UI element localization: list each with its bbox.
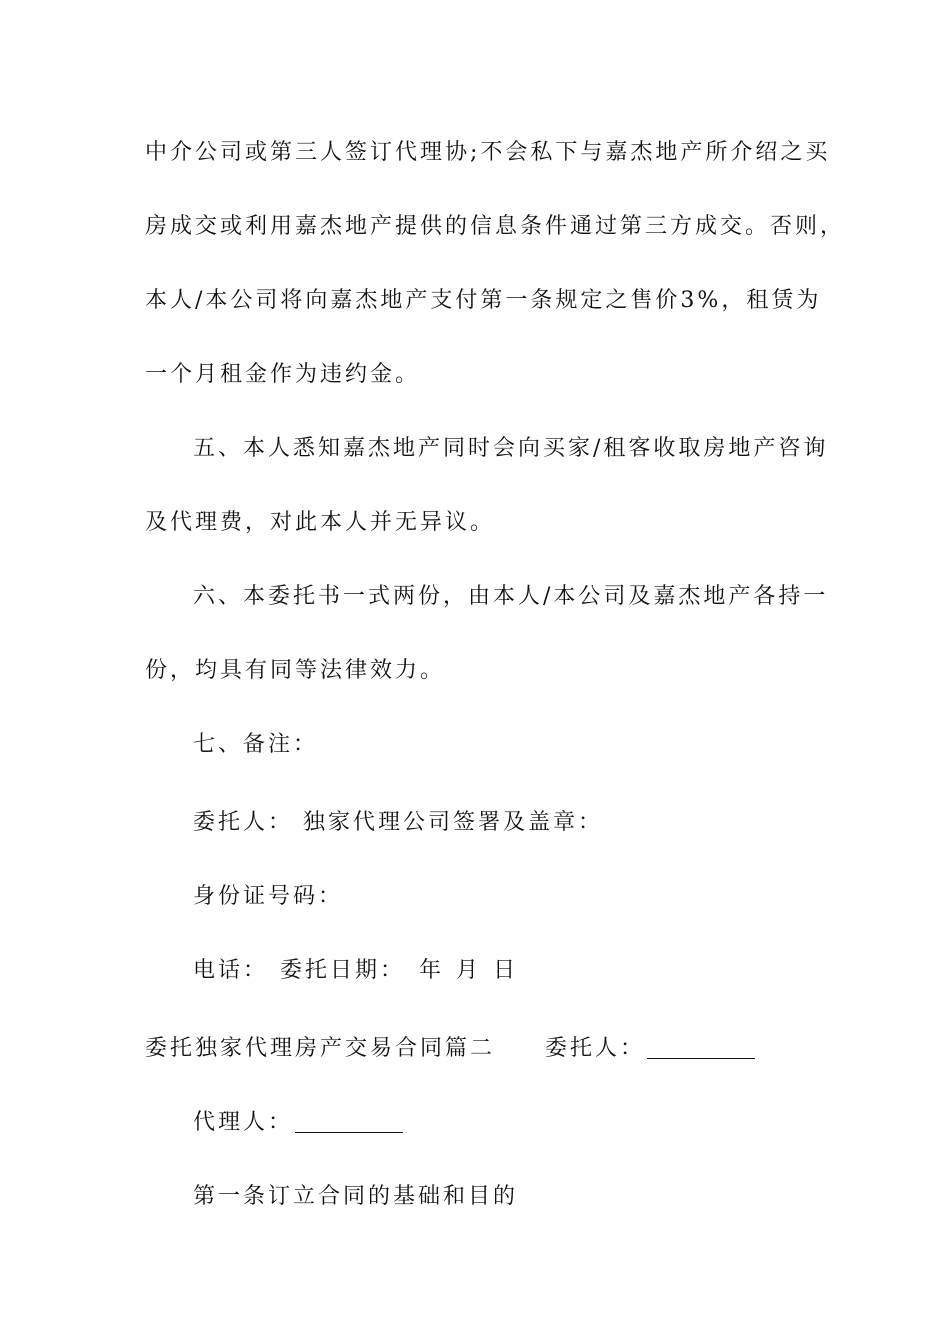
month-label: 月 <box>456 958 482 983</box>
section-two-title: 委托独家代理房产交易合同篇二 <box>145 1036 496 1061</box>
signature-line <box>193 808 603 838</box>
agent-label: 代理人： <box>193 1110 294 1135</box>
article-one-heading: 第一条订立合同的基础和目的 <box>193 1184 519 1209</box>
year-label: 年 <box>419 958 445 983</box>
phone-label: 电话： <box>193 958 269 983</box>
principal-label: 委托人： <box>193 810 294 835</box>
agent-line <box>193 1108 403 1138</box>
paragraph-line: 及代理费，对此本人并无异议。 <box>145 510 496 535</box>
agent-blank <box>295 1110 403 1133</box>
paragraph-line: 房成交或利用嘉杰地产提供的信息条件通过第三方成交。否则， <box>145 214 846 239</box>
paragraph-line: 一个月租金作为违约金。 <box>145 362 421 387</box>
clause-seven: 七、备注： <box>193 732 319 757</box>
principal-blank <box>647 1036 755 1059</box>
agent-company-label: 独家代理公司签署及盖章： <box>303 810 604 835</box>
paragraph-line: 中介公司或第三人签订代理协;不会私下与嘉杰地产所介绍之买 <box>145 140 831 165</box>
paragraph-line: 份，均具有同等法律效力。 <box>145 658 446 683</box>
clause-six: 六、本委托书一式两份，由本人/本公司及嘉杰地产各持一 <box>193 584 829 609</box>
date-label: 委托日期： <box>280 958 406 983</box>
day-label: 日 <box>493 958 519 983</box>
clause-five: 五、本人悉知嘉杰地产同时会向买家/租客收取房地产咨询 <box>193 436 829 461</box>
date-line <box>193 956 518 986</box>
id-number-label: 身份证号码： <box>193 884 344 909</box>
paragraph-line: 本人/本公司将向嘉杰地产支付第一条规定之售价3%，租赁为 <box>145 288 822 313</box>
principal-label-two: 委托人： <box>545 1036 646 1061</box>
section-two-line <box>145 1034 755 1064</box>
